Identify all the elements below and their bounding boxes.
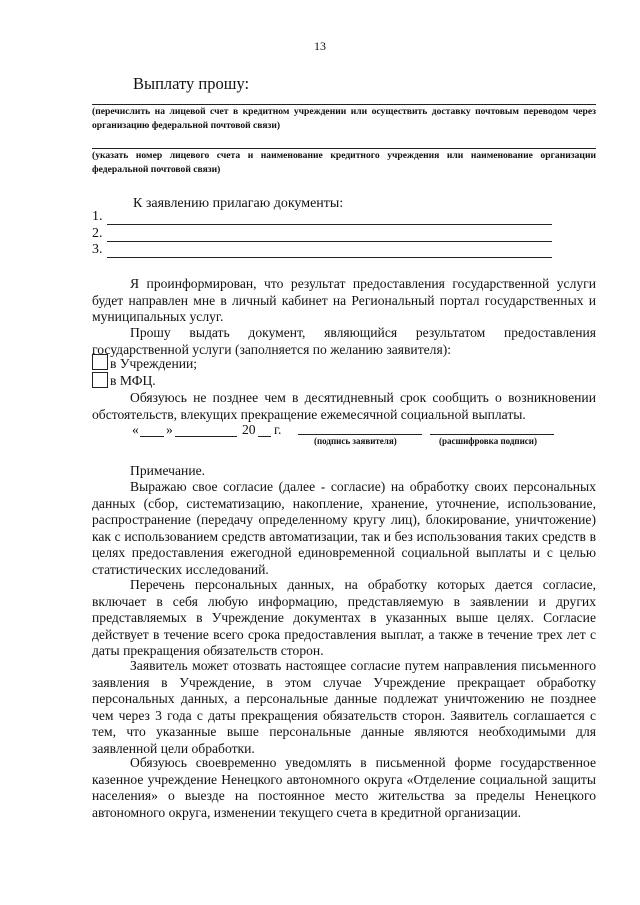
note-title: Примечание. [130,463,206,478]
note-paragraph-3: Заявитель может отозвать настоящее согласие путем направления письменного заявления в Учреждение, в этом случае Учреждение прекращает обработку персональных данных, а персональные данные подлежат уничтожению не позднее чем через 3 года с даты прекращения обязательств сторон. Заявитель соглашается с тем, что указанные выше персональные данные являются необходимыми для заявленной цели обработки. [92,658,596,756]
institution-checkbox[interactable] [92,354,108,370]
date-year-field[interactable] [258,436,271,437]
payout-method-hint: (перечислить на лицевой счет в кредитном учреждении или осуществить доставку почтовым переводом через организацию федеральной почтовой связи) [92,106,596,131]
signature-label: (подпись заявителя) [314,436,397,446]
note-paragraph-1: Выражаю свое согласие (далее - согласие) на обработку своих персональных данных (сбор, систематизацию, накопление, хранение, уточнение, использование, распространение (передачу определенному кругу лиц), блокирование, уничтожение) как с использованием средств автоматизации, так и без использования таких средств в целях предоставления ежегодной единовременной социальной выплаты и с целью статистических исследований. [92,479,596,577]
attachment-number-1: 1. [92,209,103,224]
date-close-quote: » [166,422,173,437]
payout-heading: Выплату прошу: [133,74,250,93]
note-paragraph-2: Перечень персональных данных, на обработку которых дается согласие, включает в себя любую информацию, представляемую в заявлении и других представляемых в Учреждение документах в указанных выше целях. Согласие действует в течение всего срока предоставления выплат, а также в течение трех лет с даты прекращения обязательств сторон. [92,577,596,658]
attachments-title: К заявлению прилагаю документы: [133,196,344,211]
page-number: 13 [314,39,326,53]
request-paragraph: Прошу выдать документ, являющийся результатом предоставления государственной услуги (заполняется по желанию заявителя): [92,325,596,357]
attachment-line-1[interactable] [107,224,552,225]
mfc-option-label: в МФЦ. [110,373,156,388]
date-year-suffix: г. [274,422,282,437]
institution-option-label: в Учреждении; [110,356,198,371]
date-year-prefix: 20 [242,422,256,437]
date-day-field[interactable] [140,436,164,437]
signature-decode-label: (расшифровка подписи) [439,436,537,446]
attachment-number-2: 2. [92,226,103,241]
payout-account-hint: (указать номер лицевого счета и наименование кредитного учреждения или наименование организации федеральной почтовой связи) [92,150,596,175]
informed-paragraph: Я проинформирован, что результат предоставления государственной услуги будет направлен мне в личный кабинет на Региональный портал государственных и муниципальных услуг. [92,276,596,324]
note-paragraph-4: Обязуюсь своевременно уведомлять в письменной форме государственное казенное учреждение Ненецкого автономного округа «Отделение социальной защиты населения» о выезде на постоянное место жительства за пределы Ненецкого автономного округа, изменении текущего счета в кредитной организации. [92,755,596,820]
obligation-paragraph: Обязуюсь не позднее чем в десятидневный срок сообщить о возникновении обстоятельств, влекущих прекращение ежемесячной социальной выплаты. [92,390,596,422]
signature-decode-field[interactable] [430,434,554,435]
mfc-checkbox[interactable] [92,372,108,388]
attachment-number-3: 3. [92,242,103,257]
signature-field[interactable] [298,434,422,435]
attachment-line-2[interactable] [107,241,552,242]
date-month-field[interactable] [175,436,237,437]
date-open-quote: « [132,422,139,437]
attachment-line-3[interactable] [107,257,552,258]
